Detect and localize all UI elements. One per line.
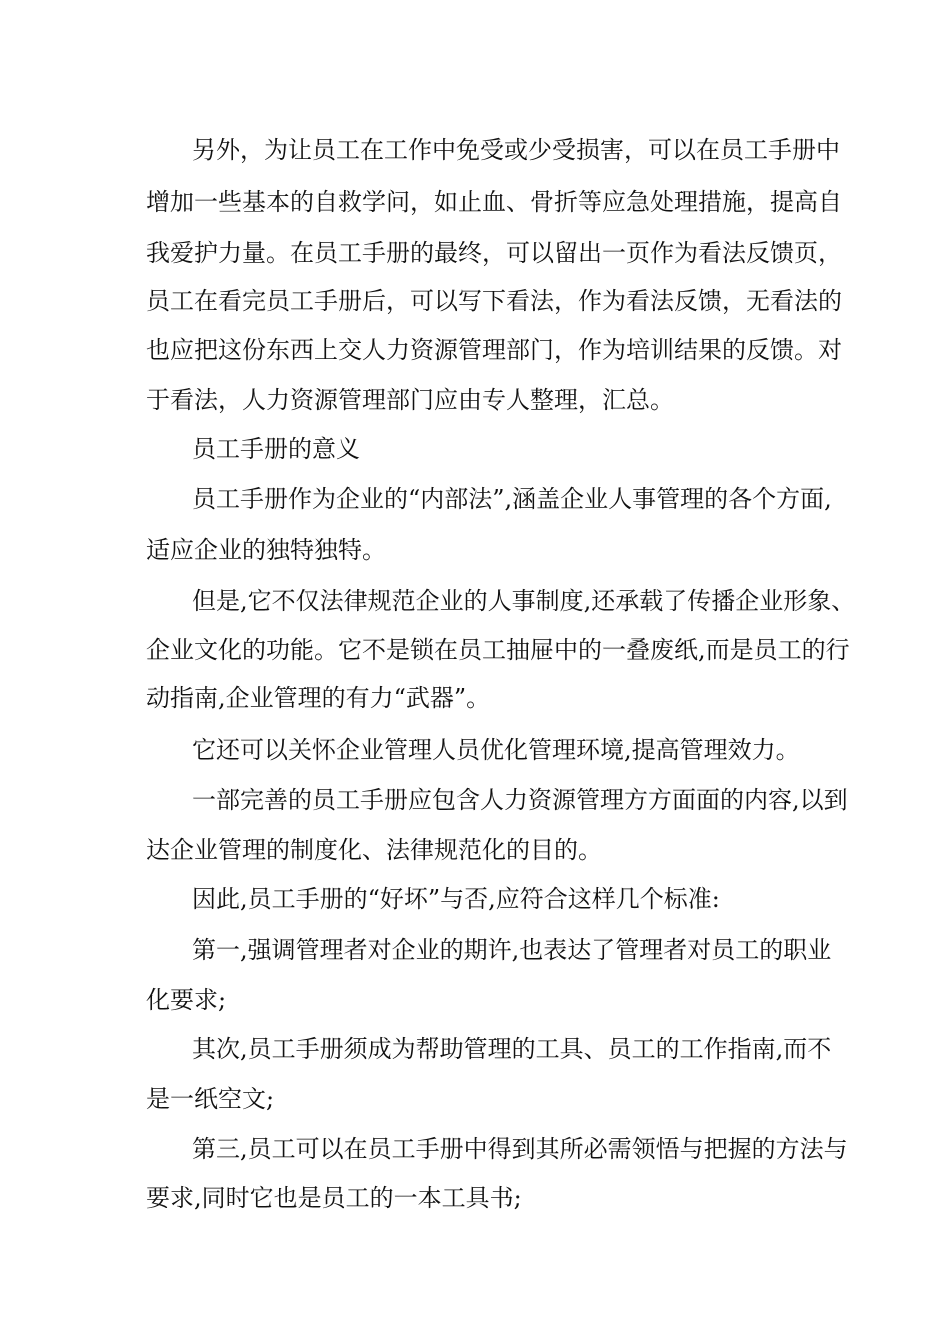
paragraph-9-line-1: 其次,员工手册须成为帮助管理的工具、员工的工作指南,而不 bbox=[192, 1035, 832, 1063]
paragraph-1-line-2: 增加一些基本的自救学问，如止血、骨折等应急处理措施，提高自 bbox=[146, 188, 842, 216]
paragraph-3-line-2: 适应企业的独特独特。 bbox=[146, 536, 386, 564]
paragraph-6-line-1: 一部完善的员工手册应包含人力资源管理方方面面的内容,以到 bbox=[192, 786, 848, 814]
paragraph-1-line-5: 也应把这份东西上交人力资源管理部门，作为培训结果的反馈。对 bbox=[146, 336, 842, 364]
paragraph-7-line-1: 因此,员工手册的“好坏”与否,应符合这样几个标准: bbox=[192, 885, 720, 913]
paragraph-4-line-1: 但是,它不仅法律规范企业的人事制度,还承载了传播企业形象、 bbox=[192, 587, 856, 615]
paragraph-4-line-3: 动指南,企业管理的有力“武器”。 bbox=[146, 684, 491, 712]
paragraph-5-line-1: 它还可以关怀企业管理人员优化管理环境,提高管理效力。 bbox=[192, 736, 800, 764]
paragraph-1-line-6: 于看法，人力资源管理部门应由专人整理，汇总。 bbox=[146, 386, 674, 414]
paragraph-1-line-4: 员工在看完员工手册后，可以写下看法，作为看法反馈，无看法的 bbox=[146, 287, 842, 315]
section-heading: 员工手册的意义 bbox=[192, 435, 360, 463]
paragraph-1-line-1: 另外，为让员工在工作中免受或少受损害，可以在员工手册中 bbox=[192, 136, 840, 164]
paragraph-3-line-1: 员工手册作为企业的“内部法”,涵盖企业人事管理的各个方面, bbox=[192, 485, 832, 513]
paragraph-6-line-2: 达企业管理的制度化、法律规范化的目的。 bbox=[146, 836, 602, 864]
paragraph-1-line-3: 我爱护力量。在员工手册的最终，可以留出一页作为看法反馈页， bbox=[146, 239, 842, 267]
paragraph-8-line-2: 化要求; bbox=[146, 986, 227, 1014]
paragraph-9-line-2: 是一纸空文; bbox=[146, 1085, 275, 1113]
paragraph-4-line-2: 企业文化的功能。它不是锁在员工抽屉中的一叠废纸,而是员工的行 bbox=[146, 636, 850, 664]
paragraph-8-line-1: 第一,强调管理者对企业的期许,也表达了管理者对员工的职业 bbox=[192, 936, 832, 964]
paragraph-10-line-2: 要求,同时它也是员工的一本工具书; bbox=[146, 1184, 522, 1212]
paragraph-10-line-1: 第三,员工可以在员工手册中得到其所必需领悟与把握的方法与 bbox=[192, 1135, 848, 1163]
